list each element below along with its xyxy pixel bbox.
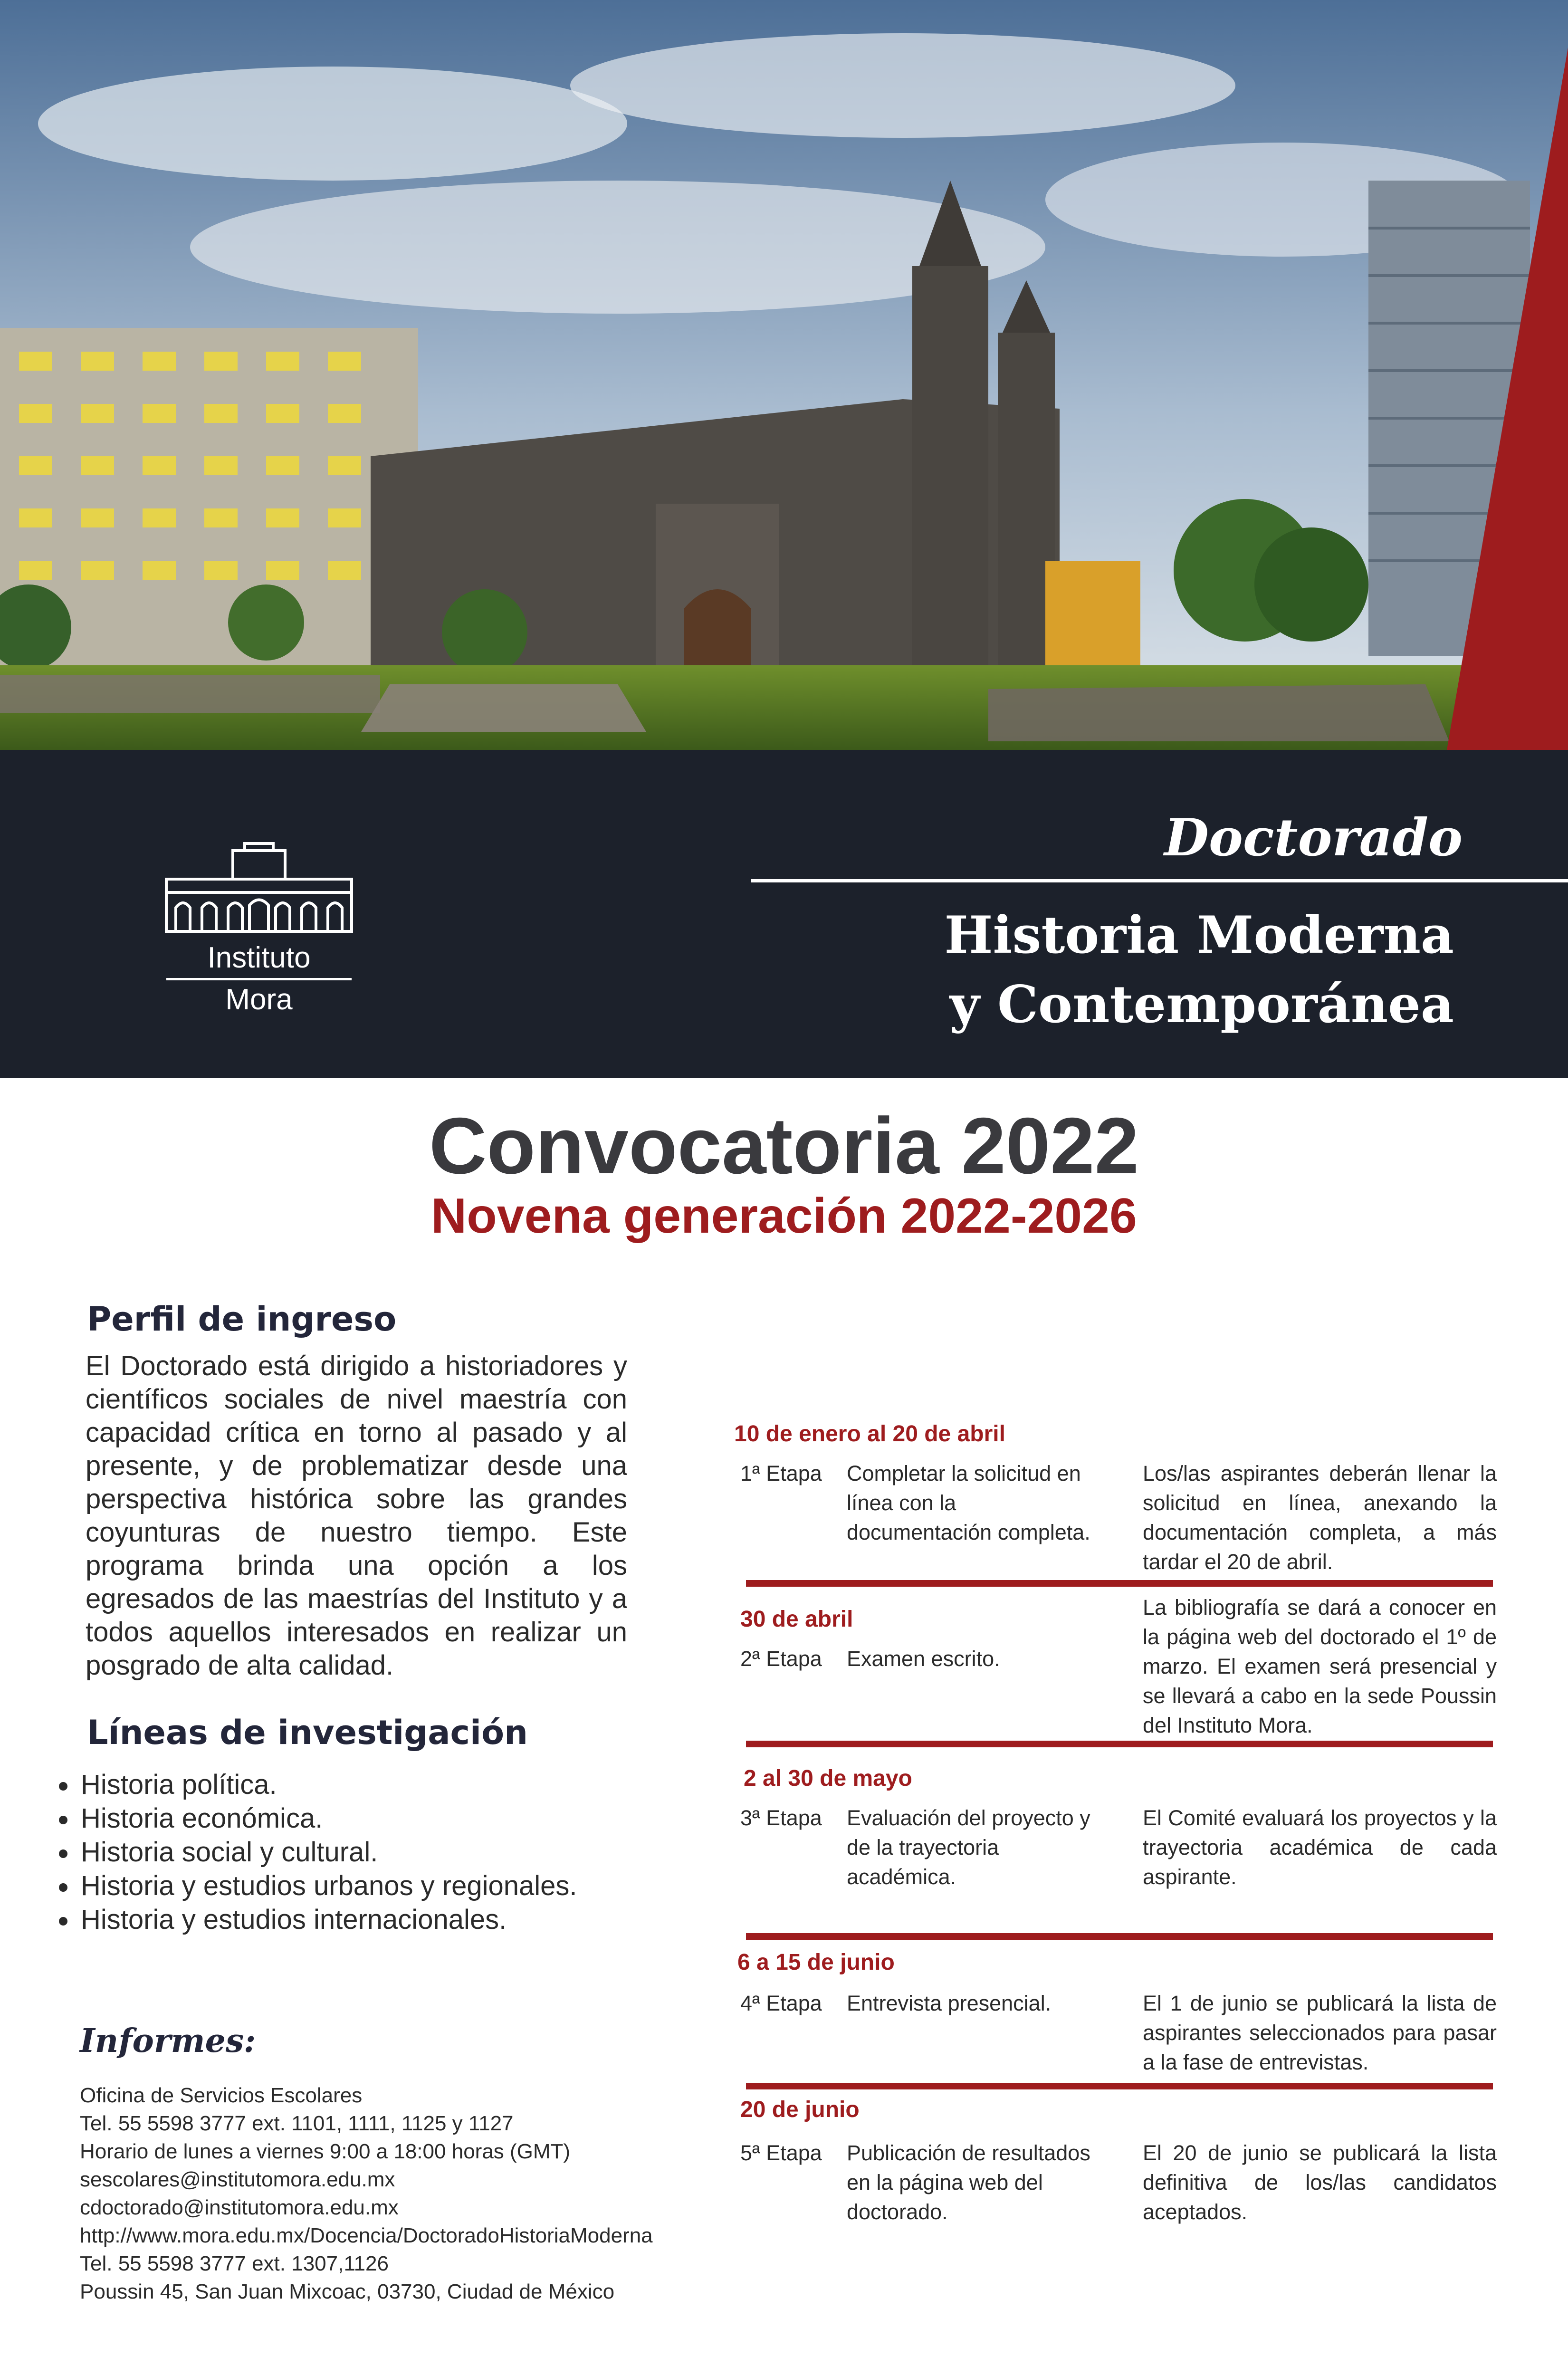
schedule-note: El 1 de junio se publicará la lista de aspirantes seleccionados para pasar a la fase de entrevistas. <box>1143 1991 1497 2074</box>
list-item <box>56 1801 577 1835</box>
list-item <box>56 1869 577 1903</box>
bullet-icon <box>59 1782 67 1791</box>
perfil-text: El Doctorado está dirigido a historiadores y científicos sociales de nivel maestría con capacidad crítica en torno al pasado y al presente, y de problematizar desde una perspectiva histórica sobre las grandes coyunturas de nuestro tiempo. Este programa brinda una opción a los egresados de las maestrías del Instituto y a todos aquellos interesados en realizar un posgrado de alta calidad. <box>86 1351 627 1681</box>
instituto-mora-logo <box>162 841 356 1022</box>
schedule-note: Los/las aspirantes deberán llenar la solicitud en línea, anexando la documentación completa, a más tardar el 20 de abril. <box>1143 1461 1497 1574</box>
schedule-desc: Publicación de resultados en la página web del doctorado. <box>847 2141 1090 2224</box>
lineas-heading: Líneas de investigación <box>87 1713 528 1752</box>
contact-url[interactable]: http://www.mora.edu.mx/Docencia/DoctoradoHistoriaModerna <box>80 2224 653 2247</box>
list-item-label: Historia económica. <box>81 1803 323 1834</box>
informes-contact <box>80 2081 653 2306</box>
bullet-icon <box>59 1917 67 1926</box>
list-item-label: Historia política. <box>81 1769 277 1800</box>
logo-divider <box>166 978 352 980</box>
schedule-stage: 3ª Etapa <box>740 1806 822 1830</box>
schedule-date: 6 a 15 de junio <box>737 1950 895 1975</box>
perfil-heading: Perfil de ingreso <box>87 1300 397 1339</box>
schedule-stage: 5ª Etapa <box>740 2141 822 2165</box>
list-item <box>56 1903 577 1936</box>
schedule-divider <box>746 2083 1493 2089</box>
contact-hours: Horario de lunes a viernes 9:00 a 18:00 horas (GMT) <box>80 2140 571 2163</box>
schedule-divider <box>746 1580 1493 1587</box>
list-item-label: Historia y estudios urbanos y regionales. <box>81 1870 577 1901</box>
program-title-line2: y Contemporánea <box>949 975 1454 1035</box>
schedule-stage: 4ª Etapa <box>740 1991 822 2015</box>
schedule-desc: Evaluación del proyecto y de la trayectoria académica. <box>847 1806 1090 1889</box>
schedule-date: 2 al 30 de mayo <box>744 1766 912 1791</box>
title-divider <box>751 879 1568 882</box>
program-title <box>944 901 1454 1039</box>
building-icon <box>162 841 356 936</box>
logo-text-instituto: Instituto <box>207 941 311 974</box>
informes-heading: Informes: <box>80 2022 256 2060</box>
schedule-date: 20 de junio <box>740 2097 860 2122</box>
program-title-line1: Historia Moderna <box>944 905 1454 965</box>
schedule-date: 30 de abril <box>740 1607 853 1632</box>
schedule-note: La bibliografía se dará a conocer en la página web del doctorado el 1º de marzo. El examen será presencial y se llevará a cabo en la sede Poussin del Instituto Mora. <box>1143 1595 1497 1737</box>
page-subtitle: Novena generación 2022-2026 <box>431 1188 1137 1244</box>
logo-text-mora: Mora <box>225 983 293 1016</box>
page-title: Convocatoria 2022 <box>429 1101 1139 1190</box>
contact-email-doctorado[interactable]: cdoctorado@institutomora.edu.mx <box>80 2196 399 2219</box>
list-item-label: Historia y estudios internacionales. <box>81 1904 507 1935</box>
schedule-desc: Entrevista presencial. <box>847 1991 1052 2015</box>
schedule-divider <box>746 1741 1493 1747</box>
schedule-note: El Comité evaluará los proyectos y la trayectoria académica de cada aspirante. <box>1143 1806 1497 1889</box>
schedule-stage: 1ª Etapa <box>740 1461 822 1485</box>
schedule-date: 10 de enero al 20 de abril <box>734 1421 1005 1447</box>
hero-photo <box>0 0 1568 750</box>
degree-label: Doctorado <box>1164 808 1463 868</box>
contact-address: Poussin 45, San Juan Mixcoac, 03730, Ciudad de México <box>80 2280 615 2303</box>
schedule-stage: 2ª Etapa <box>740 1647 822 1671</box>
schedule-desc: Completar la solicitud en línea con la documentación completa. <box>847 1461 1090 1544</box>
schedule-note: El 20 de junio se publicará la lista definitiva de los/las candidatos aceptados. <box>1143 2141 1497 2224</box>
lineas-list <box>56 1768 577 1936</box>
contact-email-escolares[interactable]: sescolares@institutomora.edu.mx <box>80 2168 395 2191</box>
contact-phone: Tel. 55 5598 3777 ext. 1101, 1111, 1125 y 1127 <box>80 2112 514 2135</box>
list-item-label: Historia social y cultural. <box>81 1837 378 1868</box>
list-item <box>56 1768 577 1801</box>
list-item <box>56 1835 577 1869</box>
bullet-icon <box>59 1816 67 1824</box>
schedule-desc: Examen escrito. <box>847 1647 1000 1671</box>
schedule-divider <box>746 1933 1493 1940</box>
bullet-icon <box>59 1849 67 1858</box>
bullet-icon <box>59 1883 67 1892</box>
contact-office: Oficina de Servicios Escolares <box>80 2084 363 2107</box>
contact-phone-doctorado: Tel. 55 5598 3777 ext. 1307,1126 <box>80 2252 389 2275</box>
